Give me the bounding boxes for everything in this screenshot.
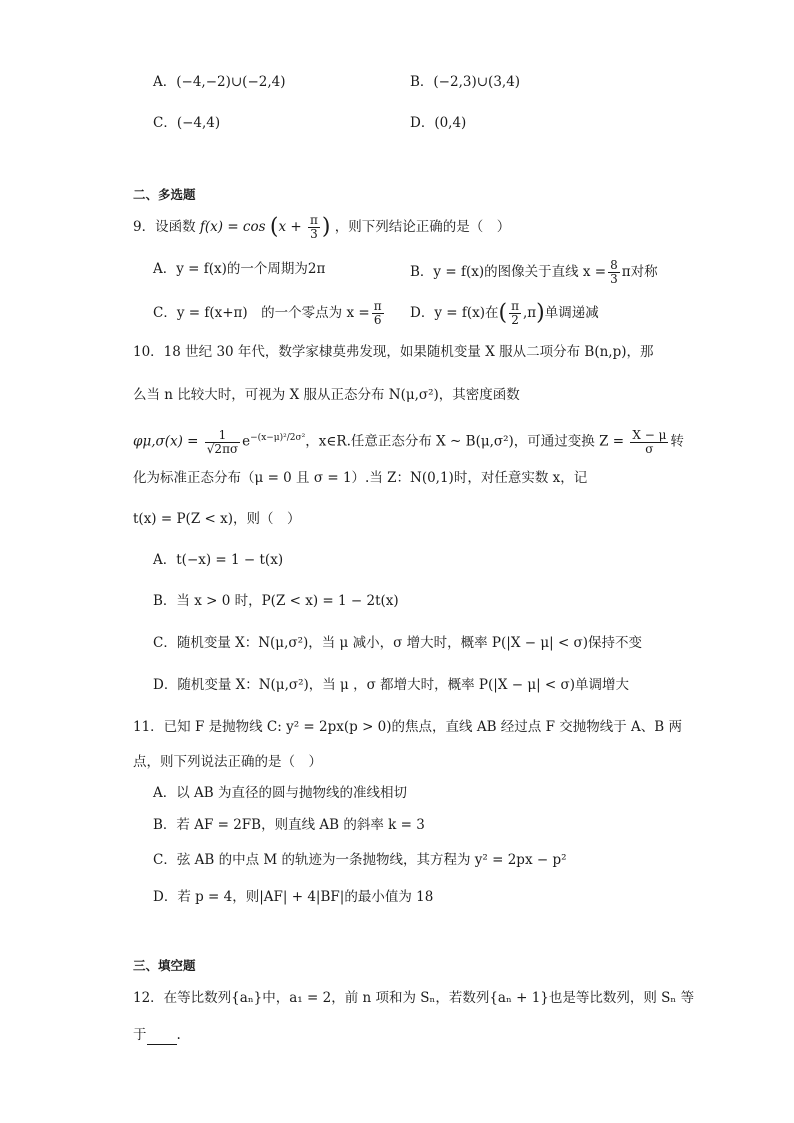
q9-option-a: A．y = f(x)的一个周期为2π [153,261,326,277]
q10-option-b: B．当 x > 0 时，P(Z < x) = 1 − 2t(x) [153,593,399,609]
q9-stem-pre: 9．设函数 [133,219,196,235]
q9-option-b: B．y = f(x)的图像关于直线 x = $\frac{8}{3}$ π对称 [410,258,658,286]
q11-option-b: B．若 AF = 2FB，则直线 AB 的斜率 k = 3 [153,817,425,833]
q12-line1: 12．在等比数列{aₙ}中，a₁ = 2，前 n 项和为 Sₙ，若数列{aₙ + 1}也是等比数列，则 Sₙ 等 [133,990,695,1006]
answer-blank[interactable] [147,1031,177,1045]
q10-line5: t(x) = P(Z < x)，则（ ） [133,511,301,527]
q9-fraction: $\frac{\pi}{3}$ [309,213,318,241]
q9-stem-fx: f(x) = cos [199,219,266,235]
q10-option-c: C．随机变量 X：N(μ,σ²)，当 μ 减小，σ 增大时，概率 P(|X − μ| < σ)保持不变 [153,635,643,651]
q11-option-a: A．以 AB 为直径的圆与抛物线的准线相切 [153,785,408,801]
q9-stem-post: ，则下列结论正确的是（ ） [334,219,511,235]
q10-line4: 化为标准正态分布（μ = 0 且 σ = 1）.当 Z：N(0,1)时，对任意实数 x，记 [133,470,588,486]
q9-option-c: C．y = f(x+π) 的一个零点为 x = $\frac{\pi}{6}$ [153,299,382,327]
q11-option-d: D．若 p = 4，则|AF| + 4|BF|的最小值为 18 [153,889,434,905]
q10-option-d: D．随机变量 X：N(μ,σ²)，当 μ ，σ 都增大时，概率 P(|X − μ| < σ)单调增大 [153,677,630,693]
q10-line1: 10．18 世纪 30 年代，数学家棣莫弗发现，如果随机变量 X 服从二项分布 B(n,p)，那 [133,344,654,360]
q11-option-c: C．弦 AB 的中点 M 的轨迹为一条抛物线，其方程为 y² = 2px − p² [153,852,567,868]
q10-line3: φμ,σ(x) = $\frac{1}{√2\pi\sigma}$ $e^{-(x-\mu)^2/2\sigma^2}$，x∈R.任意正态分布 X ~ B(μ,σ²)，可通过变换 Z = $\frac{X - \mu}{\sigma}$ 转 [133,427,684,456]
section-title-multiple-choice: 二、多选题 [133,187,196,202]
q11-line1: 11．已知 F 是抛物线 C: y² = 2px(p > 0)的焦点，直线 AB 经过点 F 交抛物线于 A、B 两 [133,719,682,735]
q11-line2: 点，则下列说法正确的是（ ） [133,754,322,770]
q8-option-d: D．(0,4) [410,115,467,131]
section-title-fill-blank: 三、填空题 [133,958,196,973]
q8-option-b: B．(−2,3)∪(3,4) [410,74,521,90]
q8-option-c: C．(−4,4) [153,115,221,131]
q10-line2: 么当 n 比较大时，可视为 X 服从正态分布 N(μ,σ²)，其密度函数 [133,387,520,403]
q10-option-a: A．t(−x) = 1 − t(x) [153,552,284,568]
q9-stem: 9．设函数 f(x) = cos (x + $\frac{\pi}{3}$ ) ，则下列结论正确的是（ ） [133,213,511,241]
q8-option-a: A．(−4,−2)∪(−2,4) [153,74,286,90]
q9-stem-arg: x + [278,219,302,235]
q9-option-d: D．y = f(x)在( $\frac{\pi}{2}$ ,π)单调递减 [410,299,599,327]
q12-line2: 于 . [133,1027,181,1043]
